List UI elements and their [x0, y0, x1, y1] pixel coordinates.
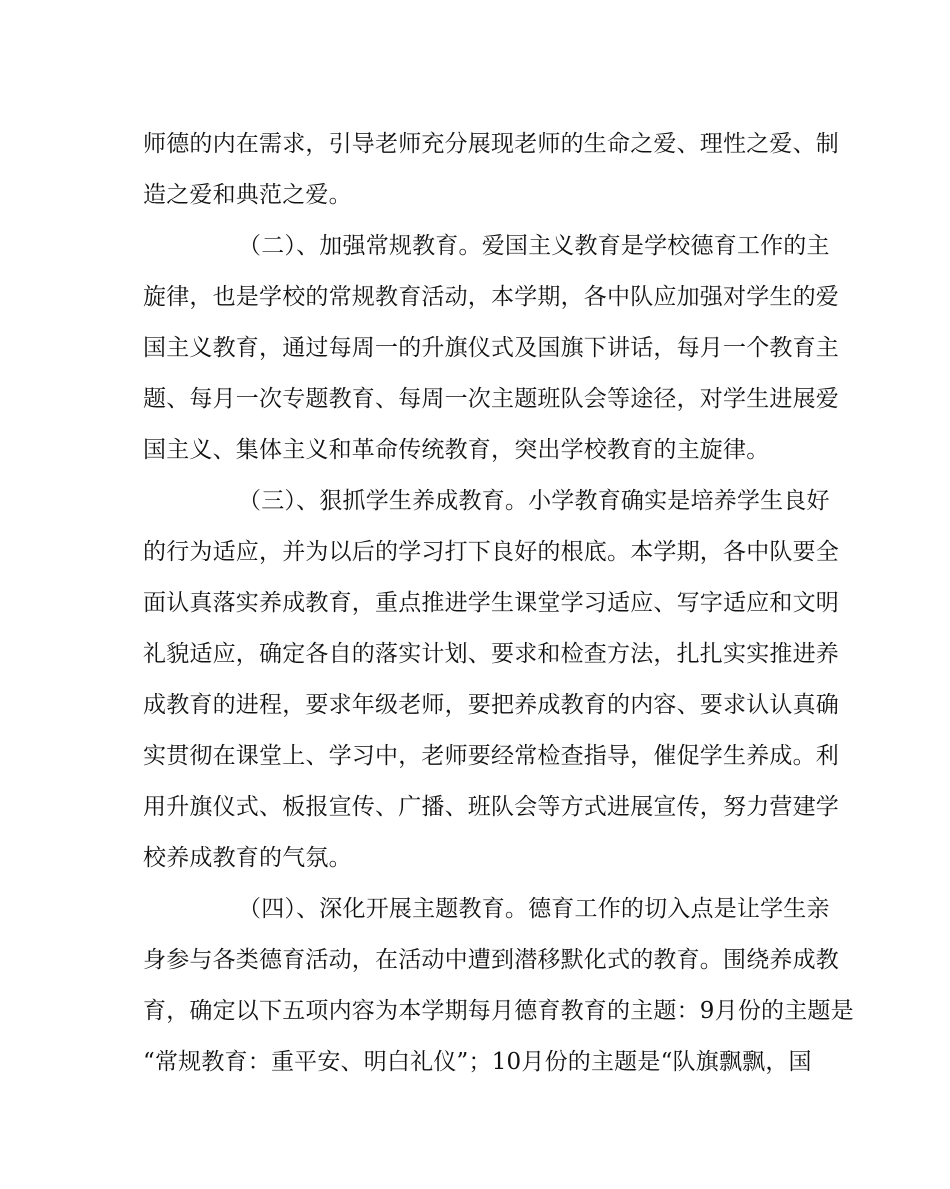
text-line: 国主义教育，通过每周一的升旗仪式及国旗下讲话，每月一个教育主	[143, 335, 839, 361]
paragraph-3-start: （三）、狠抓学生养成教育。小学教育确实是培养学生良好	[238, 488, 830, 514]
text-line: 国主义、集体主义和革命传统教育，突出学校教育的主旋律。	[143, 437, 770, 463]
text-line: 校养成教育的气氛。	[143, 845, 352, 871]
text-line: 旋律，也是学校的常规教育活动，本学期，各中队应加强对学生的爱	[143, 284, 839, 310]
text-line: 育，确定以下五项内容为本学期每月德育教育的主题：9月份的主题是	[143, 998, 854, 1024]
text-line: 礼貌适应，确定各自的落实计划、要求和检查方法，扎扎实实推进养	[143, 641, 839, 667]
text-line: 师德的内在需求，引导老师充分展现老师的生命之爱、理性之爱、制	[143, 131, 839, 157]
text-line: 的行为适应，并为以后的学习打下良好的根底。本学期，各中队要全	[143, 539, 839, 565]
text-line: 实贯彻在课堂上、学习中，老师要经常检查指导，催促学生养成。利	[143, 743, 839, 769]
text-line: 题、每月一次专题教育、每周一次主题班队会等途径，对学生进展爱	[143, 386, 839, 412]
text-line: 身参与各类德育活动，在活动中遭到潜移默化式的教育。围绕养成教	[143, 947, 839, 973]
text-line: 用升旗仪式、板报宣传、广播、班队会等方式进展宣传，努力营建学	[143, 794, 839, 820]
paragraph-2-start: （二）、加强常规教育。爱国主义教育是学校德育工作的主	[238, 233, 830, 259]
text-line: “常规教育：重平安、明白礼仪”；10月份的主题是“队旗飘飘，国	[143, 1049, 812, 1075]
text-line: 面认真落实养成教育，重点推进学生课堂学习适应、写字适应和文明	[143, 590, 839, 616]
text-line: 造之爱和典范之爱。	[143, 182, 352, 208]
paragraph-4-start: （四）、深化开展主题教育。德育工作的切入点是让学生亲	[238, 896, 830, 922]
text-line: 成教育的进程，要求年级老师，要把养成教育的内容、要求认认真确	[143, 692, 839, 718]
